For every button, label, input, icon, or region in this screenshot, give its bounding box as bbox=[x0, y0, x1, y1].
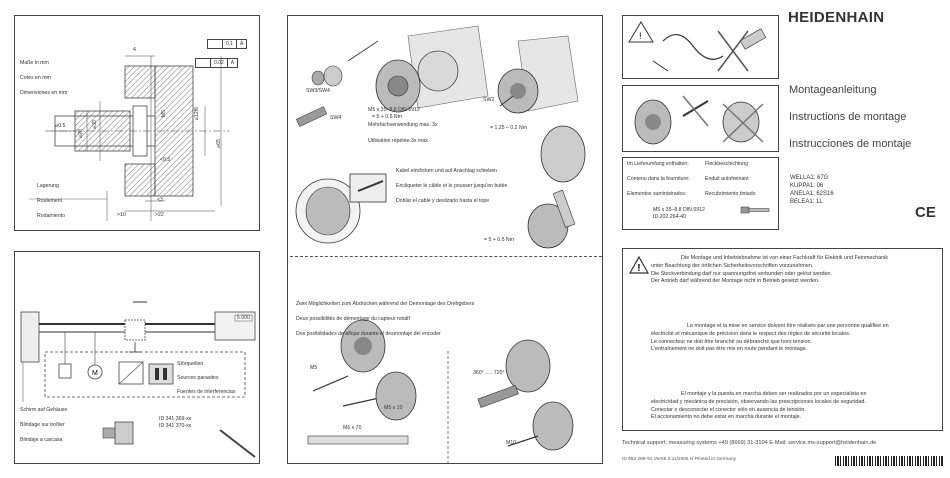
dims-label-es: Dimensiones en mm bbox=[20, 90, 68, 96]
label-m5x10: M5 x 10 bbox=[384, 405, 403, 411]
title-fr: Instructions de montage bbox=[789, 111, 907, 123]
cable-id-1: ID 341 369-xx bbox=[159, 416, 192, 422]
dim-d30: ⌀30 bbox=[91, 120, 98, 130]
dim-4: 4 bbox=[133, 47, 136, 53]
warning-text-de bbox=[651, 255, 888, 286]
handling-illustration bbox=[623, 86, 780, 153]
dim-d05: ⌀0.5 bbox=[55, 123, 66, 129]
warn-de-line: Die Steckverbindung darf nur spannungsfrei verbunden oder gelöst werden. bbox=[651, 270, 832, 277]
dimension-drawing-panel bbox=[14, 15, 260, 231]
bearing-label-es: Rodamiento bbox=[37, 213, 65, 219]
warn-de-line: unter Beachtung der örtlichen Sicherheitsvorschriften vorzunehmen. bbox=[651, 262, 814, 269]
warn-es-line: electricidad y mecánica de precisión, observando las prescripciones locales de seguridad. bbox=[651, 398, 866, 405]
torque-2: = 1.25 – 0.2 Nm bbox=[490, 125, 528, 131]
wrench-sw2: SW2 bbox=[483, 97, 495, 103]
esd-warning-panel bbox=[622, 15, 779, 79]
support-line: Technical support, measuring systems +49 (8669) 31-3104 E-Mail: service.ms-support@heidenhain.de bbox=[622, 440, 877, 446]
dim-gt10: >10 bbox=[117, 212, 126, 218]
tol2-value: 0.02 bbox=[211, 59, 228, 67]
warn-es-line: El accionamiento no debe estar en marcha durante el montaje. bbox=[651, 414, 802, 421]
svg-text:M: M bbox=[92, 370, 98, 377]
screw-spec: M5 x 35–8.8 DIN 6912 bbox=[368, 107, 420, 113]
delivery-label-2: Contenu dans la fourniture: bbox=[627, 176, 690, 182]
shield-label-es: Blindaje a carcasa bbox=[20, 437, 63, 443]
tol1-datum: A bbox=[239, 41, 244, 47]
esd-illustration bbox=[623, 16, 780, 80]
wrench-sw4: SW4 bbox=[330, 115, 342, 121]
warn-es-line: Conectar o desconectar el conector sólo en ausencia de tensión. bbox=[651, 406, 806, 413]
source-label-de: Störquellen bbox=[177, 361, 204, 367]
torque-3: = 5 + 0.5 Nm bbox=[484, 237, 514, 243]
warn-de-line: Die Montage und Inbetriebnahme ist von einer Fachkraft für Elektrik und Feinmechanik bbox=[681, 255, 889, 261]
reuse-de: Mehrfachverwendung max. 3x bbox=[368, 122, 438, 128]
cable-id-2: ID 341 370-xx bbox=[159, 423, 192, 429]
bearing-label-fr: Roulement bbox=[37, 198, 63, 204]
removal-de: Zwei Möglichkeiten zum Abdrücken während der Demontage des Drehgebers bbox=[296, 301, 475, 307]
tol1-value: 0.1 bbox=[223, 40, 237, 48]
brand-logo: HEIDENHAIN bbox=[788, 9, 885, 26]
footer-doc-id: ID 682 289-91 Ver05 3 11/2006 H Printed in Germany bbox=[622, 457, 737, 462]
warn-es-line: El montaje y la puesta en marcha deben ser realizados por un especialista en bbox=[681, 391, 867, 397]
delivery-value-1: Fleckbeschichtung bbox=[705, 161, 748, 167]
screw-icon bbox=[741, 200, 771, 220]
mounting-illustrations bbox=[288, 16, 604, 465]
handling-warning-panel bbox=[622, 85, 779, 152]
warn-de-line: Der Antrieb darf während der Montage nicht in Betrieb gesetzt werden. bbox=[651, 278, 820, 285]
wrench-sw34: SW3/SW4 bbox=[306, 88, 330, 94]
bearing-label-de: Lagerung bbox=[37, 183, 59, 189]
delivery-value-2: Enduit autofreinant bbox=[705, 176, 749, 182]
dims-label-fr: Cotes en mm bbox=[20, 75, 51, 81]
screw-id-right: ID 202 264-40 bbox=[653, 214, 686, 220]
delivery-value-3: Recubrimiento tintado bbox=[705, 191, 756, 197]
wiring-panel bbox=[14, 251, 260, 464]
screw-spec-right: M5 x 35–8.8 DIN 6912 bbox=[653, 207, 705, 213]
warn-fr-line: L'entraînement ne doit pas être mis en route pendant le montage. bbox=[651, 346, 808, 353]
warning-text-es bbox=[651, 391, 867, 422]
ce-mark: CE bbox=[915, 204, 936, 221]
source-label-fr: Sources parasites bbox=[177, 375, 219, 381]
safety-warning-box bbox=[622, 248, 943, 431]
label-m10: M10 bbox=[506, 440, 517, 446]
svg-text:!: ! bbox=[637, 263, 641, 274]
model-2: KUPPA1: 06 bbox=[790, 183, 824, 189]
tol2-datum: A bbox=[230, 60, 235, 66]
dim-d20: ⌀20 bbox=[77, 129, 84, 139]
warning-text-fr bbox=[651, 323, 889, 354]
shield-label-de: Schirm auf Gehäuse bbox=[20, 407, 68, 413]
display-readout: 5.000 bbox=[237, 315, 250, 321]
wiring-diagram bbox=[15, 252, 261, 465]
dims-label-de: Maße in mm bbox=[20, 60, 49, 66]
warn-fr-line: électricité et mécanique de précision dans le respect des règles de sécurité locales. bbox=[651, 330, 851, 337]
mounting-steps-panel bbox=[287, 15, 603, 464]
barcode bbox=[835, 456, 943, 466]
label-m5: M5 bbox=[310, 365, 318, 371]
model-4: BELEA1: 1L bbox=[790, 199, 823, 205]
dim-d65: ⌀65 bbox=[215, 139, 222, 149]
source-label-es: Fuentes de interferencias bbox=[177, 389, 236, 395]
label-angle: 360° ..... 720° bbox=[473, 370, 505, 376]
delivery-label-1: Im Lieferumfang enthalten: bbox=[627, 161, 689, 167]
cable-instr-fr: Encliqueter le câble et le pousser jusqu'en butée bbox=[396, 183, 508, 189]
model-3: ANELA1: 62S16 bbox=[790, 191, 834, 197]
title-es: Instrucciones de montaje bbox=[789, 138, 912, 150]
cable-instr-de: Kabel einclicken und auf Anschlag schieben bbox=[396, 168, 497, 174]
warn-fr-line: Le montage et la mise en service doivent être réalisés par une personne qualifiée en bbox=[687, 323, 889, 329]
dim-lt3: <3 bbox=[157, 197, 163, 203]
cross-section-drawing bbox=[15, 16, 261, 232]
dim-d12: ⌀12f6 bbox=[194, 106, 201, 121]
label-m6x70: M6 x 70 bbox=[343, 425, 362, 431]
dim-m5: M5 bbox=[161, 109, 168, 118]
delivery-label-3: Elementos suministrados: bbox=[627, 191, 687, 197]
dim-lt05: <0.5 bbox=[160, 157, 171, 163]
torque-1: = 5 + 0.5 Nm bbox=[372, 114, 402, 120]
reuse-fr: Utilisation répétée 3x max. bbox=[368, 138, 430, 144]
removal-fr: Deux possibilités de démontage du capteur rotatif bbox=[296, 316, 410, 322]
removal-es: Dos posibilidades de aflojar durante el desmontaje del encoder bbox=[296, 331, 441, 337]
warn-fr-line: Le connecteur ne doit être branché ou débranché que hors tension. bbox=[651, 338, 812, 345]
cable-instr-es: Doblar el cable y deslizarlo hasta el tope bbox=[396, 198, 490, 204]
model-1: WELLA1: 67G bbox=[790, 175, 829, 181]
warning-icon bbox=[629, 256, 649, 274]
title-de: Montageanleitung bbox=[789, 84, 877, 96]
shield-label-fr: Blindage sur boîtier bbox=[20, 422, 65, 428]
delivery-contents-panel bbox=[622, 157, 779, 230]
dim-gt22: >22 bbox=[155, 212, 164, 218]
svg-text:!: ! bbox=[639, 31, 642, 41]
